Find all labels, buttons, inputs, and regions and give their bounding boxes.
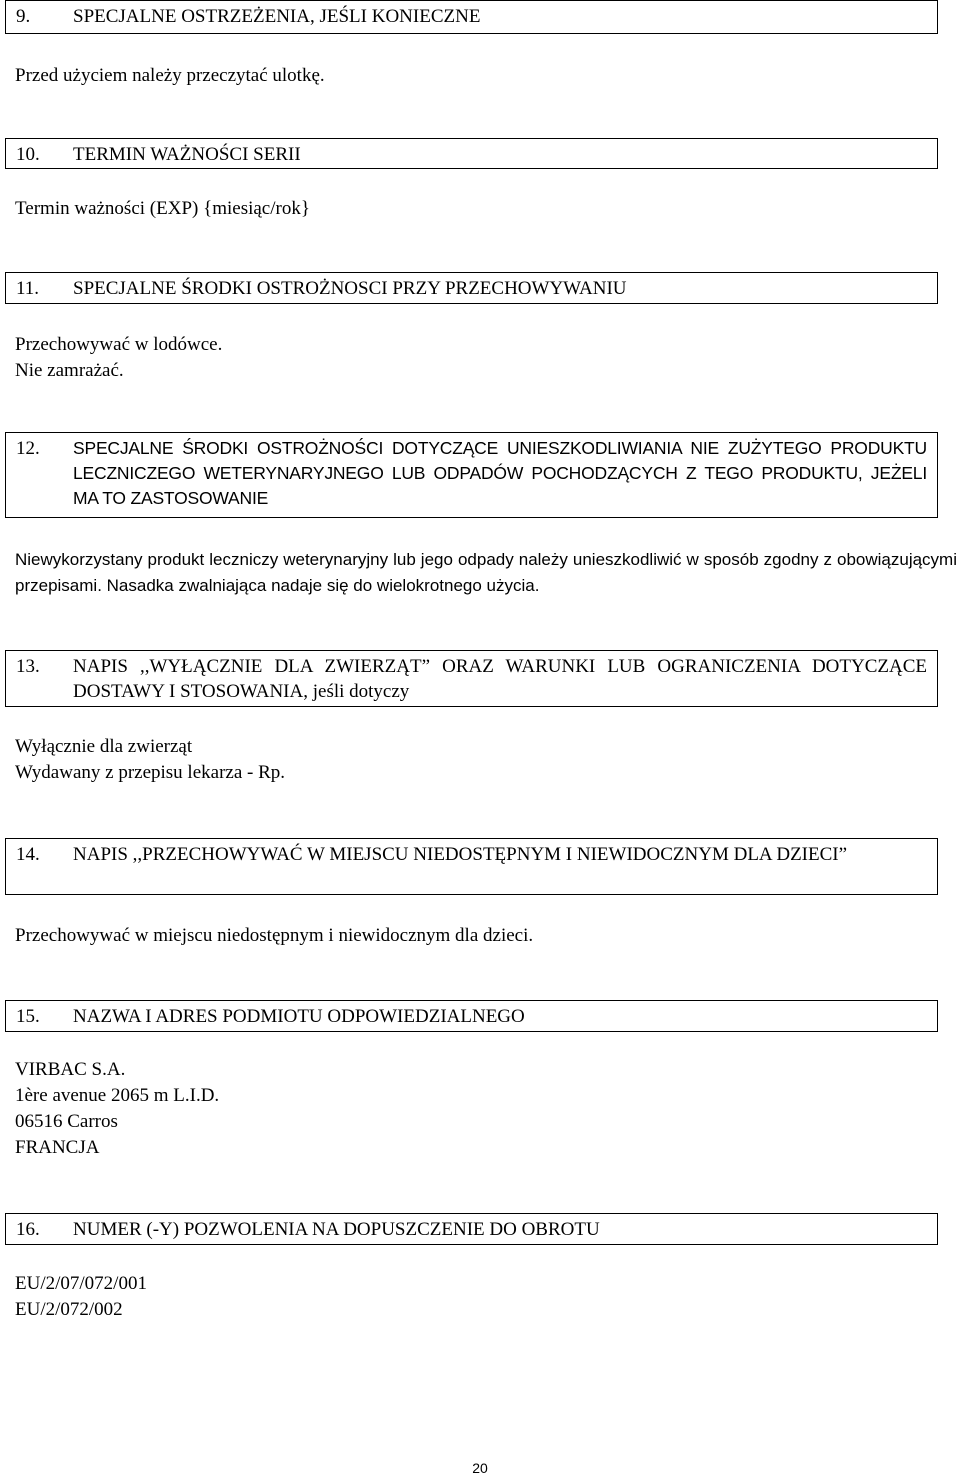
section-number: 15.: [16, 1006, 40, 1027]
content-line: Niewykorzystany produkt leczniczy weterynaryjny lub jego odpady należy unieszkodliwić w sposób zgodny z obowiązującymi przepisami. Nasadka zwalniająca nadaje się do wielokrotnego użycia.: [15, 550, 957, 595]
section-number: 12.: [16, 438, 40, 459]
section-title: NAZWA I ADRES PODMIOTU ODPOWIEDZIALNEGO: [73, 1006, 525, 1027]
content-line: Nie zamrażać.: [15, 360, 124, 381]
content-line: Przechowywać w lodówce.: [15, 334, 223, 355]
section-number: 11.: [16, 278, 40, 299]
content-line: 06516 Carros: [15, 1111, 118, 1132]
section-14-content: [15, 923, 533, 949]
content-line: Wydawany z przepisu lekarza - Rp.: [15, 762, 286, 783]
section-title: SPECJALNE ŚRODKI OSTROŻNOŚCI DOTYCZĄCE UNIESZKODLIWIANIA NIE ZUŻYTEGO PRODUKTU LECZNICZEGO WETERYNARYJNEGO LUB ODPADÓW POCHODZĄCYCH Z TEGO PRODUKTU, JEŻELI MA TO ZASTOSOWANIE: [73, 438, 927, 508]
section-12-content: [15, 547, 957, 599]
section-9-header: [5, 0, 938, 34]
content-line: 1ère avenue 2065 m L.I.D.: [15, 1085, 220, 1106]
section-number: 13.: [16, 656, 40, 677]
section-9-content: [15, 63, 325, 89]
content-line: Przechowywać w miejscu niedostępnym i niewidocznym dla dzieci.: [15, 925, 534, 946]
section-11-content: [15, 332, 222, 384]
content-line: EU/2/072/002: [15, 1299, 123, 1320]
section-title: TERMIN WAŻNOŚCI SERII: [73, 144, 301, 165]
section-16-content: [15, 1271, 147, 1323]
content-line: Przed użyciem należy przeczytać ulotkę.: [15, 65, 325, 86]
section-title: SPECJALNE ŚRODKI OSTROŻNOSCI PRZY PRZECHOWYWANIU: [73, 278, 627, 299]
section-title: NUMER (-Y) POZWOLENIA NA DOPUSZCZENIE DO OBROTU: [73, 1219, 600, 1240]
section-11-header: [5, 272, 938, 304]
section-number: 16.: [16, 1219, 40, 1240]
content-line: Wyłącznie dla zwierząt: [15, 736, 193, 757]
content-line: FRANCJA: [15, 1137, 100, 1158]
content-line: EU/2/07/072/001: [15, 1273, 147, 1294]
section-number: 14.: [16, 844, 40, 865]
page-number: 20: [472, 1460, 488, 1476]
section-10-header: [5, 138, 938, 169]
section-13-header: [5, 650, 938, 707]
section-14-header: [5, 838, 938, 895]
section-10-content: [15, 196, 310, 222]
section-title: NAPIS ,,WYŁĄCZNIE DLA ZWIERZĄT” ORAZ WARUNKI LUB OGRANICZENIA DOTYCZĄCE DOSTAWY I STOSOWANIA, jeśli dotyczy: [73, 656, 927, 702]
section-title: SPECJALNE OSTRZEŻENIA, JEŚLI KONIECZNE: [73, 6, 481, 27]
content-line: Termin ważności (EXP) {miesiąc/rok}: [15, 198, 310, 219]
section-title: NAPIS ,,PRZECHOWYWAĆ W MIEJSCU NIEDOSTĘPNYM I NIEWIDOCZNYM DLA DZIECI”: [73, 844, 848, 865]
section-13-content: [15, 734, 285, 786]
section-number: 9.: [16, 6, 31, 27]
section-number: 10.: [16, 144, 40, 165]
section-12-header: [5, 432, 938, 518]
section-15-content: [15, 1057, 219, 1161]
section-15-header: [5, 1000, 938, 1032]
section-16-header: [5, 1213, 938, 1245]
content-line: VIRBAC S.A.: [15, 1059, 126, 1080]
